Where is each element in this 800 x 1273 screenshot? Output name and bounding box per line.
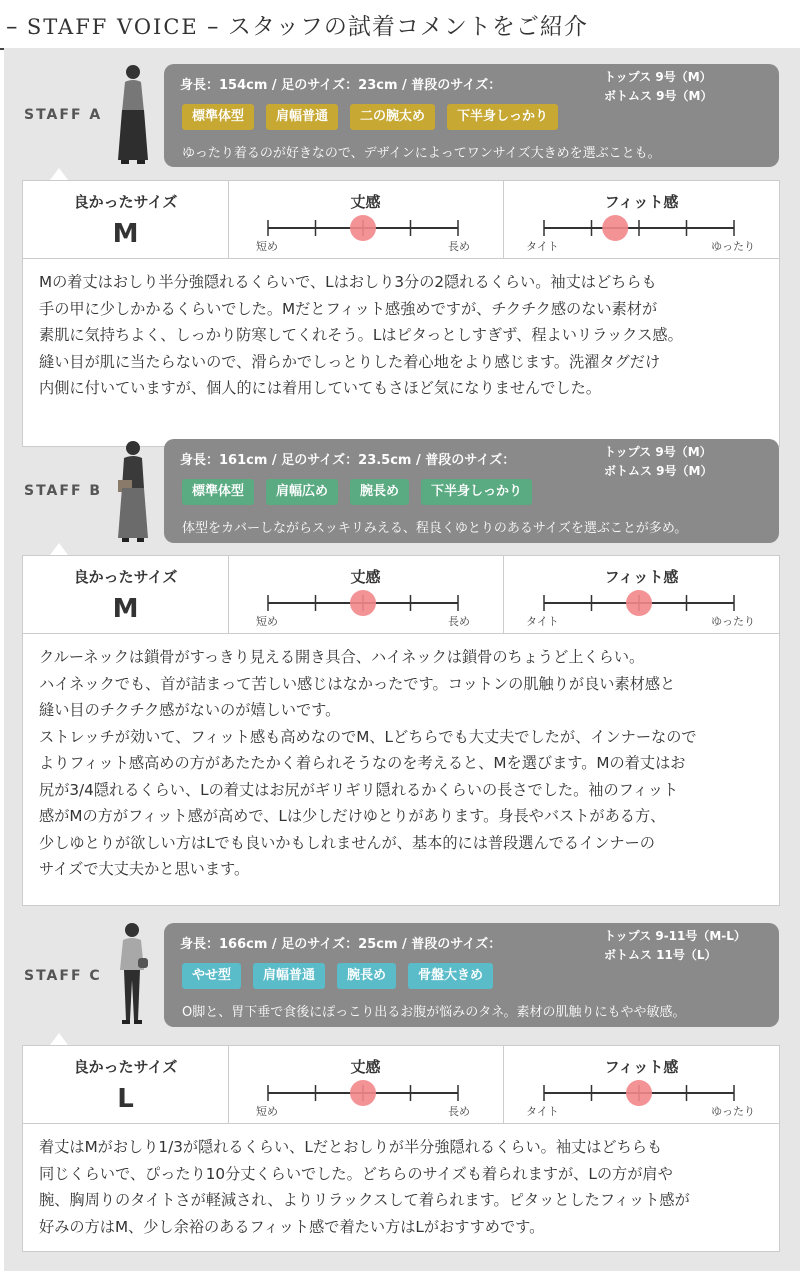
- staff-comment: [39, 269, 769, 402]
- comment-line: 着丈はMがおしり1/3が隠れるくらい、Lだとおしりが半分強隠れるくらい。袖丈はどちらも: [39, 1138, 663, 1156]
- length-short-label: 短め: [256, 615, 278, 628]
- fit-scale: [504, 181, 779, 258]
- length-title: 丈感: [350, 1058, 381, 1076]
- length-scale: [228, 1046, 504, 1123]
- staff-b-photo: [108, 436, 158, 546]
- comment-line: クルーネックは鎖骨がすっきり見える開き具合、ハイネックは鎖骨のちょうど上くらい。: [39, 648, 645, 666]
- usual-sizes: [604, 68, 712, 106]
- fit-tight-label: タイト: [526, 615, 559, 628]
- staff-description: ゆったり着るのが好きなので、デザインによってワンサイズ大きめを選ぶことも。: [182, 146, 661, 161]
- staff-name: STAFF B: [24, 483, 103, 499]
- fit-scale: [504, 1046, 779, 1123]
- fit-title: フィット感: [604, 568, 679, 586]
- comment-line: 感がMの方がフィット感が高めで、Lは少しだけゆとりがあります。身長やバストがある方、: [39, 807, 666, 825]
- body-tag: 腕長め: [350, 479, 409, 505]
- section-title: – STAFF VOICE – スタッフの試着コメントをご紹介: [6, 14, 588, 40]
- comment-line: 縫い目のチクチク感がないのが嬉しいです。: [39, 701, 341, 719]
- best-size-value: M: [112, 594, 139, 624]
- staff-profile-bubble: [164, 64, 779, 167]
- body-tag: 肩幅広め: [266, 479, 338, 505]
- comment-line: よりフィット感高めの方があたたかく着られそうなのを考えると、Mを選びます。Mの着丈はお: [39, 754, 686, 772]
- fit-scale: [504, 556, 779, 633]
- speech-pointer: [50, 168, 68, 180]
- length-scale: [228, 181, 504, 258]
- comment-line: 好みの方はM、少し余裕のあるフィット感で着たい方はLがおすすめです。: [39, 1217, 545, 1236]
- body-tag: 肩幅普通: [253, 963, 325, 989]
- comment-line: 腕、胸周りのタイトさが軽減され、よりリラックスして着られます。ピタッとしたフィット感が: [39, 1191, 690, 1209]
- best-size-cell: [23, 1046, 229, 1123]
- speech-pointer: [50, 1033, 68, 1045]
- staff-stats: 身長：161cm / 足のサイズ：23.5cm / 普段のサイズ：: [180, 453, 516, 468]
- usual-bottoms: ボトムス 9号（M）: [604, 464, 713, 478]
- length-scale: [228, 556, 504, 633]
- body-tag: 二の腕太め: [350, 104, 435, 130]
- staff-name: STAFF A: [24, 107, 103, 123]
- best-size-cell: [23, 556, 229, 633]
- section-header: [0, 0, 800, 50]
- comment-line: Mの着丈はおしり半分強隠れるくらいで、Lはおしり3分の2隠れるくらい。袖丈はどちらも: [39, 273, 657, 291]
- body-type-tags: [182, 963, 493, 989]
- usual-tops: トップス 9号（M）: [604, 445, 712, 459]
- fit-row: [23, 1046, 779, 1124]
- fit-loose-label: ゆったり: [711, 615, 755, 628]
- comment-line: 手の甲に少しかかるくらいでした。Mだとフィット感強めですが、チクチク感のない素材が: [39, 299, 658, 318]
- staff-c-photo: [108, 920, 158, 1030]
- best-size-label: 良かったサイズ: [73, 193, 178, 211]
- body-tag: 下半身しっかり: [447, 104, 558, 130]
- scale-marker: [350, 215, 376, 241]
- length-long-label: 長め: [448, 615, 470, 628]
- best-size-value: M: [112, 219, 139, 249]
- length-title: 丈感: [350, 193, 381, 211]
- comment-line: 尻が3/4隠れるくらい、Lの着丈はお尻がギリギリ隠れるかくらいの長さでした。袖のフィット: [39, 780, 679, 799]
- length-long-label: 長め: [448, 1105, 470, 1118]
- staff-stats: 身長：166cm / 足のサイズ：25cm / 普段のサイズ：: [180, 937, 502, 952]
- usual-bottoms: ボトムス 11号（L）: [604, 948, 717, 962]
- speech-pointer: [50, 543, 68, 555]
- body-type-tags: [182, 104, 558, 130]
- best-size-label: 良かったサイズ: [73, 568, 178, 586]
- staff-profile-bubble: [164, 923, 779, 1027]
- fit-loose-label: ゆったり: [711, 240, 755, 253]
- section-title-ja: スタッフの試着コメントをご紹介: [227, 14, 588, 40]
- staff-stats: 身長：154cm / 足のサイズ：23cm / 普段のサイズ：: [180, 78, 502, 93]
- comment-line: 少しゆとりが欲しい方はLでも良いかもしれませんが、基本的には普段選んでるインナーの: [39, 833, 655, 852]
- staff-description: O脚と、胃下垂で食後にぽっこり出るお腹が悩みのタネ。素材の肌触りにもやや敏感。: [182, 1005, 686, 1020]
- staff-description: 体型をカバーしながらスッキリみえる、程良くゆとりのあるサイズを選ぶことが多め。: [182, 521, 688, 536]
- best-size-cell: [23, 181, 229, 258]
- body-tag: 標準体型: [182, 479, 254, 505]
- fit-loose-label: ゆったり: [711, 1105, 755, 1118]
- staff-name: STAFF C: [24, 968, 102, 984]
- body-tag: 下半身しっかり: [421, 479, 532, 505]
- usual-bottoms: ボトムス 9号（M）: [604, 89, 713, 103]
- fit-title: フィット感: [604, 193, 679, 211]
- fit-tight-label: タイト: [526, 1105, 559, 1118]
- comment-line: 縫い目が肌に当たらないので、滑らかでしっとりした着心地をより感じます。洗濯タグだけ: [39, 352, 661, 371]
- best-size-label: 良かったサイズ: [73, 1058, 178, 1076]
- scale-marker: [350, 1080, 376, 1106]
- staff-comment: [39, 1134, 769, 1240]
- usual-sizes: [604, 443, 712, 481]
- scale-marker: [602, 215, 628, 241]
- length-title: 丈感: [350, 568, 381, 586]
- length-long-label: 長め: [448, 240, 470, 253]
- comment-line: サイズで大丈夫かと思います。: [39, 860, 250, 878]
- staff-a-photo: [108, 60, 158, 170]
- fit-row: [23, 556, 779, 634]
- usual-tops: トップス 9-11号（M-L）: [604, 929, 746, 943]
- comment-line: 素肌に気持ちよく、しっかり防寒してくれそう。Lはピタっとしすぎず、程よいリラックス感。: [39, 326, 683, 344]
- review-card: [22, 1045, 780, 1252]
- body-tag: 標準体型: [182, 104, 254, 130]
- section-title-en: STAFF VOICE: [26, 15, 199, 39]
- length-short-label: 短め: [256, 240, 278, 253]
- comment-line: ストレッチが効いて、フィット感も高めなのでM、Lどちらでも大丈夫でしたが、インナーなので: [39, 727, 697, 746]
- body-type-tags: [182, 479, 532, 505]
- staff-comment: [39, 644, 769, 883]
- body-tag: 骨盤大きめ: [408, 963, 493, 989]
- scale-marker: [626, 590, 652, 616]
- review-card: [22, 180, 780, 447]
- best-size-value: L: [117, 1084, 134, 1114]
- body-tag: 肩幅普通: [266, 104, 338, 130]
- comment-line: 同じくらいで、ぴったり10分丈くらいでした。どちらのサイズも着られますが、Lの方が肩や: [39, 1164, 673, 1183]
- comment-line: ハイネックでも、首が詰まって苦しい感じはなかったです。コットンの肌触りが良い素材感と: [39, 674, 676, 693]
- fit-title: フィット感: [604, 1058, 679, 1076]
- comment-line: 内側に付いていますが、個人的には着用していてもさほど気になりませんでした。: [39, 379, 601, 397]
- usual-sizes: [604, 927, 746, 965]
- usual-tops: トップス 9号（M）: [604, 70, 712, 84]
- fit-row: [23, 181, 779, 259]
- body-tag: 腕長め: [337, 963, 396, 989]
- length-short-label: 短め: [256, 1105, 278, 1118]
- staff-profile-bubble: [164, 439, 779, 543]
- body-tag: やせ型: [182, 963, 241, 989]
- review-card: [22, 555, 780, 906]
- scale-marker: [626, 1080, 652, 1106]
- scale-marker: [350, 590, 376, 616]
- fit-tight-label: タイト: [526, 240, 559, 253]
